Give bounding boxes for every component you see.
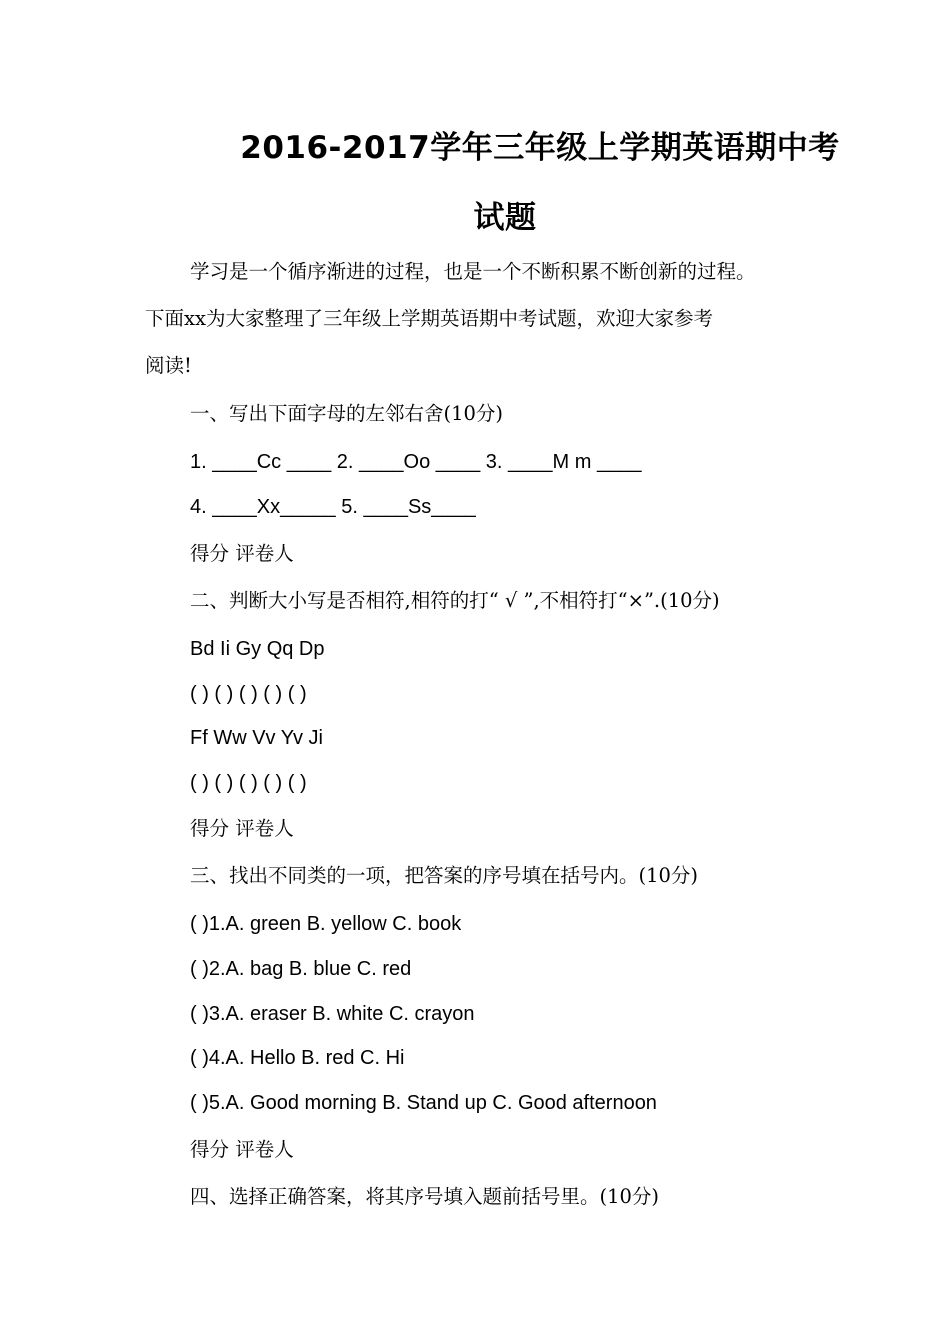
section1-heading: 一、写出下面字母的左邻右舍(10分): [190, 402, 504, 425]
section2-brackets2: ( ) ( ) ( ) ( ) ( ): [190, 772, 307, 794]
section1-row2: 4. ____Xx_____ 5. ____Ss____: [190, 496, 476, 518]
section2-letters2: Ff Ww Vv Yv Ji: [190, 727, 323, 749]
intro-line2: 下面xx为大家整理了三年级上学期英语期中考试题，欢迎大家参考: [145, 307, 713, 330]
document-title-line1: 2016-2017学年三年级上学期英语期中考: [240, 130, 840, 166]
intro-line1: 学习是一个循序渐进的过程，也是一个不断积累不断创新的过程。: [190, 260, 756, 283]
section3-item: ( )4.A. Hello B. red C. Hi: [190, 1047, 405, 1069]
intro-line3: 阅读!: [145, 354, 192, 377]
section2-brackets1: ( ) ( ) ( ) ( ) ( ): [190, 683, 307, 705]
section3-item: ( )2.A. bag B. blue C. red: [190, 958, 412, 980]
section3-item: ( )3.A. eraser B. white C. crayon: [190, 1003, 475, 1025]
section2-score: 得分 评卷人: [190, 817, 294, 840]
section4-heading: 四、选择正确答案，将其序号填入题前括号里。(10分): [190, 1185, 660, 1208]
section1-row1: 1. ____Cc ____ 2. ____Oo ____ 3. ____M m ____: [190, 451, 642, 473]
section3-score: 得分 评卷人: [190, 1138, 294, 1161]
section3-heading: 三、找出不同类的一项，把答案的序号填在括号内。(10分): [190, 864, 699, 887]
section3-item: ( )1.A. green B. yellow C. book: [190, 913, 462, 935]
section2-heading: 二、判断大小写是否相符,相符的打“ √ ”,不相符打“×”.(10分): [190, 589, 720, 612]
section3-item: ( )5.A. Good morning B. Stand up C. Good afternoon: [190, 1092, 657, 1114]
section2-letters1: Bd Ii Gy Qq Dp: [190, 638, 325, 660]
section1-score: 得分 评卷人: [190, 542, 294, 565]
document-title-line2: 试题: [473, 200, 537, 236]
